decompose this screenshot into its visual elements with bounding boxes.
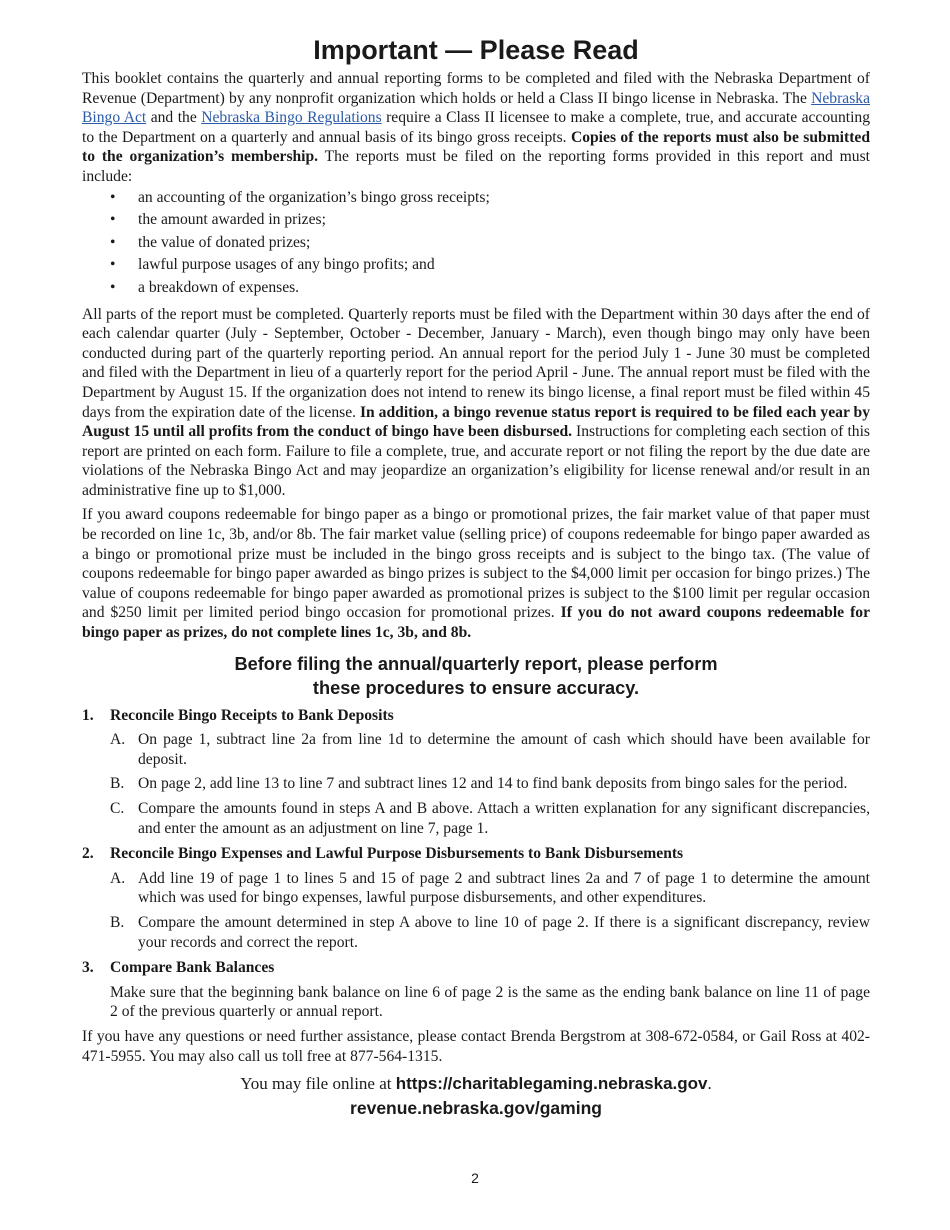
step-item-letter: C. bbox=[110, 800, 125, 817]
step-item-letter: B. bbox=[110, 913, 125, 931]
bullet-icon: • bbox=[110, 278, 116, 296]
step-item-text: Compare the amounts found in steps A and B above. Attach a written explanation for any significant discrepancies, and enter the amount as an adjustment on line 7, page 1. bbox=[138, 800, 870, 837]
list-item-text: a breakdown of expenses. bbox=[138, 278, 300, 296]
step-item-letter: A. bbox=[110, 869, 126, 887]
filing-text-2: Instructions for completing each section of this report are printed on each form. Failure to file a complete, true, and accurate report or not filing the report by the due date are violations of the Nebraska Bingo Act and may jeopardize an organization’s eligibility for license renewal and/or result in an administrative fine up to $1,000. bbox=[82, 423, 870, 499]
list-item bbox=[82, 209, 870, 232]
procedures-heading-line-1: Before filing the annual/quarterly report, please perform bbox=[234, 653, 718, 674]
step-item bbox=[82, 730, 870, 769]
filing-text-1: All parts of the report must be completed. Quarterly reports must be filed with the Department within 30 days after the end of each calendar quarter (July - September, October - December, January - March), even though bingo may only have been conducted during part of the quarterly reporting period. An annual report for the period July 1 - June 30 must be completed and filed with the Department in lieu of a quarterly report for the period April - June. The annual report must be filed with the Department by August 15. If the organization does not intend to renew its bingo license, a final report must be filed within 45 days from the expiration date of the license. bbox=[82, 305, 870, 421]
nebraska-bingo-act-link[interactable]: Nebraska Bingo Act bbox=[82, 89, 870, 127]
intro-bold-text: Copies of the reports must also be submitted to the organization’s membership. bbox=[82, 128, 870, 166]
list-item bbox=[82, 232, 870, 255]
step-item-text: Compare the amount determined in step A above to line 10 of page 2. If there is a significant discrepancy, review your records and correct the report. bbox=[138, 913, 870, 951]
step-title: Compare Bank Balances bbox=[110, 959, 275, 977]
procedures-heading bbox=[82, 652, 870, 700]
step-heading bbox=[82, 706, 870, 726]
step-item-text: Add line 19 of page 1 to lines 5 and 15 of page 2 and subtract lines 2a and 7 of page 1 to determine the amount which was used for bingo expenses, lawful purpose disbursements, and other expenditures. bbox=[138, 869, 870, 907]
contact-paragraph: If you have any questions or need further assistance, please contact Brenda Bergstrom at 308-672-0584, or Gail Ross at 402-471-5955. You may also call us toll free at 877-564-1315. bbox=[82, 1027, 870, 1065]
step-3 bbox=[82, 958, 870, 1022]
list-item bbox=[82, 187, 870, 210]
coupons-text: If you award coupons redeemable for bingo paper as a bingo or promotional prizes, the fair market value of that paper must be recorded on line 1c, 3b, and/or 8b. The fair market value (selling price) of coupons redeemable for bingo paper awarded as a bingo or promotional prize must be included in the bingo gross receipts and is subject to the bingo tax. (The value of coupons redeemable for bingo paper awarded as bingo prizes is subject to the $4,000 limit per occasion for bingo prizes.) The value of coupons redeemable for bingo paper awarded as promotional prizes is subject to the $100 limit per regular occasion and $250 limit per limited period bingo occasion for promotional prizes. bbox=[82, 506, 870, 622]
procedures-heading-line-2: these procedures to ensure accuracy. bbox=[312, 677, 640, 698]
bullet-icon: • bbox=[110, 256, 116, 274]
step-1 bbox=[82, 706, 870, 839]
bullet-icon: • bbox=[110, 188, 116, 206]
list-item-text: the amount awarded in prizes; bbox=[138, 211, 326, 229]
step-item-text: On page 1, subtract line 2a from line 1d to determine the amount of cash which should have been available for deposit. bbox=[138, 731, 870, 768]
step-item bbox=[82, 799, 870, 838]
document-page bbox=[82, 34, 870, 1120]
step-item bbox=[82, 913, 870, 952]
coupons-bold-text: If you do not award coupons redeemable for bingo paper as prizes, do not complete lines 1c, 3b, and 8b. bbox=[82, 604, 870, 642]
list-item bbox=[82, 277, 870, 300]
list-item-text: an accounting of the organization’s bingo gross receipts; bbox=[138, 188, 490, 206]
step-text: Make sure that the beginning bank balance on line 6 of page 2 is the same as the ending bank balance on line 11 of page 2 of the previous quarterly or annual report. bbox=[110, 983, 870, 1021]
charitable-gaming-link[interactable]: https://charitablegaming.nebraska.gov bbox=[395, 1074, 708, 1094]
bullet-icon: • bbox=[110, 233, 116, 251]
intro-text-1: This booklet contains the quarterly and annual reporting forms to be completed and filed with the Nebraska Department of Revenue (Department) by any nonprofit organization which holds or held a Class II bingo license in Nebraska. The bbox=[82, 70, 870, 107]
step-item-text: On page 2, add line 13 to line 7 and subtract lines 12 and 14 to find bank deposits from bingo sales for the period. bbox=[138, 775, 848, 793]
intro-text-4: The reports must be filed on the reporting forms provided in this report and must include: bbox=[82, 148, 870, 185]
step-heading bbox=[82, 958, 870, 978]
list-item-text: lawful purpose usages of any bingo profits; and bbox=[138, 256, 435, 274]
bullet-icon: • bbox=[110, 211, 116, 229]
filing-requirements-paragraph bbox=[82, 305, 870, 501]
coupons-paragraph bbox=[82, 505, 870, 642]
file-online-line bbox=[82, 1072, 870, 1096]
requirements-list bbox=[82, 187, 870, 300]
intro-paragraph bbox=[82, 69, 870, 187]
step-2 bbox=[82, 844, 870, 952]
step-number: 1. bbox=[82, 706, 94, 724]
list-item-text: the value of donated prizes; bbox=[138, 233, 311, 251]
file-online-suffix: . bbox=[707, 1074, 712, 1094]
page-title: Important — Please Read bbox=[313, 35, 639, 65]
step-number: 3. bbox=[82, 959, 94, 977]
list-item bbox=[82, 254, 870, 277]
step-item bbox=[82, 774, 870, 794]
file-online-text: You may file online at bbox=[240, 1074, 396, 1094]
step-number: 2. bbox=[82, 845, 94, 863]
step-title: Reconcile Bingo Receipts to Bank Deposits bbox=[110, 706, 394, 724]
intro-text-2: and the bbox=[146, 109, 202, 127]
page-number: 2 bbox=[471, 1170, 479, 1186]
website-link[interactable]: revenue.nebraska.gov/gaming bbox=[350, 1098, 602, 1119]
step-title: Reconcile Bingo Expenses and Lawful Purpose Disbursements to Bank Disbursements bbox=[110, 845, 684, 863]
step-item-letter: A. bbox=[110, 731, 126, 749]
step-heading bbox=[82, 844, 870, 864]
nebraska-bingo-regulations-link[interactable]: Nebraska Bingo Regulations bbox=[201, 109, 382, 127]
intro-text-3: require a Class II licensee to make a complete, true, and accurate accounting to the Department on a quarterly and annual basis of its bingo gross receipts. bbox=[82, 109, 871, 146]
step-item bbox=[82, 869, 870, 908]
filing-bold-text: In addition, a bingo revenue status report is required to be filed each year by August 15 until all profits from the conduct of bingo have been disbursed. bbox=[82, 403, 870, 441]
step-item-letter: B. bbox=[110, 775, 125, 793]
